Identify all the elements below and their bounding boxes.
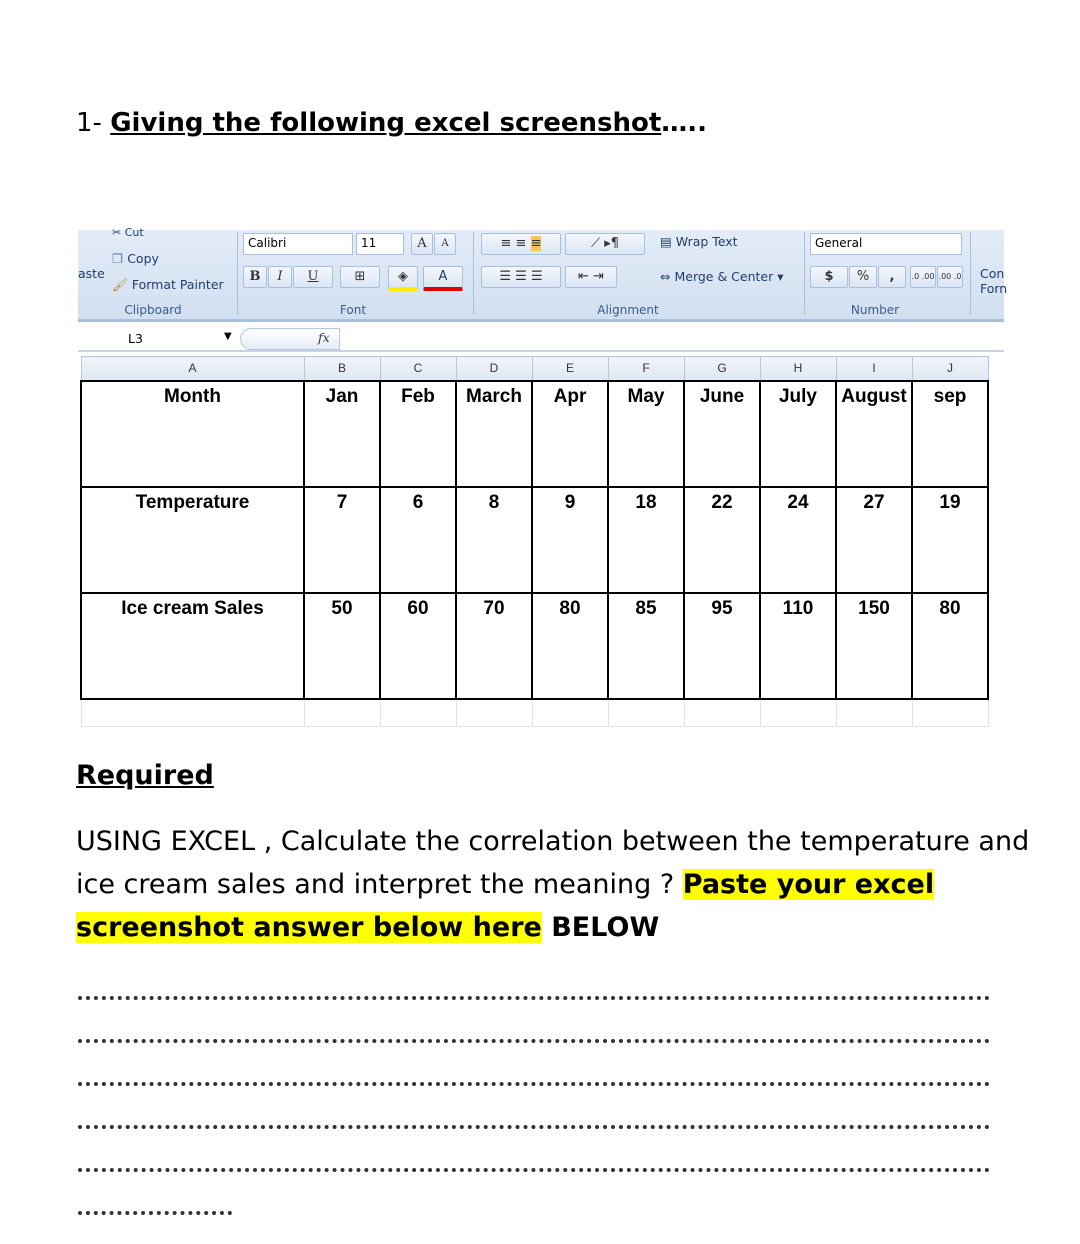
cell[interactable] — [760, 699, 836, 727]
answer-line — [78, 1125, 990, 1129]
answer-line — [78, 1211, 232, 1215]
cell[interactable] — [81, 699, 304, 727]
cell[interactable]: Apr — [532, 381, 608, 487]
column-header-i[interactable]: I — [836, 357, 912, 381]
cell[interactable]: 27 — [836, 487, 912, 593]
comma-button[interactable]: , — [878, 266, 906, 288]
conditional-formatting-button[interactable]: Con Forn — [980, 266, 1008, 296]
paste-button[interactable]: aste — [78, 266, 105, 281]
bold-button[interactable]: B — [243, 266, 267, 288]
indent-buttons[interactable]: ⇤ ⇥ — [565, 266, 617, 288]
cell[interactable]: Jan — [304, 381, 380, 487]
cell[interactable]: 8 — [456, 487, 532, 593]
column-header-c[interactable]: C — [380, 357, 456, 381]
clipboard-group-label: Clipboard — [124, 303, 182, 317]
wrap-text-button[interactable]: ▤ Wrap Text — [660, 234, 738, 249]
instruction-line-1: USING EXCEL , Calculate the correlation between the temperature and — [76, 826, 1030, 857]
cell[interactable]: 95 — [684, 593, 760, 699]
cell[interactable]: 80 — [912, 593, 988, 699]
cell[interactable]: May — [608, 381, 684, 487]
answer-line — [78, 996, 990, 1000]
answer-line — [78, 1039, 990, 1043]
cell[interactable]: August — [836, 381, 912, 487]
cell[interactable]: 9 — [532, 487, 608, 593]
font-name-select[interactable]: Calibri — [243, 233, 353, 255]
table-row-temperature — [81, 487, 988, 593]
paint-bucket-icon: ◈ — [398, 269, 408, 284]
merge-icon: ⇔ — [660, 269, 671, 284]
spreadsheet-grid — [80, 356, 989, 727]
cell[interactable]: 80 — [532, 593, 608, 699]
cell[interactable] — [456, 699, 532, 727]
fx-button[interactable]: fx — [318, 330, 330, 345]
horizontal-align-buttons[interactable]: ☰ ☰ ☰ — [481, 266, 561, 288]
cell[interactable]: 70 — [456, 593, 532, 699]
cell[interactable] — [380, 699, 456, 727]
column-header-a[interactable]: A — [81, 357, 304, 381]
required-heading: Required — [76, 760, 214, 791]
number-format-select[interactable]: General — [810, 233, 962, 255]
cell[interactable] — [608, 699, 684, 727]
column-header-g[interactable]: G — [684, 357, 760, 381]
cell[interactable]: March — [456, 381, 532, 487]
table-row-month — [81, 381, 988, 487]
italic-button[interactable]: I — [268, 266, 292, 288]
borders-icon: ⊞ — [354, 269, 366, 284]
alignment-group-label: Alignment — [597, 303, 659, 317]
vertical-align-buttons[interactable]: ≡ ≡ ≡ — [481, 233, 561, 255]
cell[interactable]: 19 — [912, 487, 988, 593]
column-header-h[interactable]: H — [760, 357, 836, 381]
cell[interactable]: July — [760, 381, 836, 487]
percent-button[interactable]: % — [849, 266, 877, 288]
name-box[interactable]: L3 — [128, 331, 143, 346]
cell[interactable]: Temperature — [81, 487, 304, 593]
column-header-b[interactable]: B — [304, 357, 380, 381]
table-row-empty — [81, 699, 988, 727]
decrease-decimal-button[interactable]: .00 .0 — [937, 266, 963, 288]
grow-font-button[interactable]: A — [411, 233, 433, 255]
copy-button[interactable]: ❐ Copy — [112, 251, 159, 266]
column-header-d[interactable]: D — [456, 357, 532, 381]
orientation-button[interactable]: ⟋ ▸¶ — [565, 233, 645, 255]
column-header-f[interactable]: F — [608, 357, 684, 381]
cell[interactable]: 7 — [304, 487, 380, 593]
copy-icon: ❐ — [112, 251, 124, 266]
font-group-label: Font — [339, 303, 367, 317]
font-size-select[interactable]: 11 — [356, 233, 404, 255]
cell[interactable]: 150 — [836, 593, 912, 699]
borders-button[interactable] — [340, 266, 380, 288]
underline-button[interactable]: U — [293, 266, 333, 288]
font-color-button[interactable]: A — [423, 266, 463, 291]
wrap-text-icon: ▤ — [660, 234, 672, 249]
cell[interactable] — [912, 699, 988, 727]
cell[interactable]: sep — [912, 381, 988, 487]
table-row-sales — [81, 593, 988, 699]
cell[interactable]: 6 — [380, 487, 456, 593]
name-box-dropdown-icon[interactable]: ▼ — [224, 331, 232, 342]
brush-icon: 🖌 — [112, 277, 128, 292]
cell[interactable]: 24 — [760, 487, 836, 593]
fill-color-button[interactable] — [388, 266, 418, 291]
column-header-j[interactable]: J — [912, 357, 988, 381]
currency-button[interactable]: $ — [810, 266, 848, 288]
column-header-e[interactable]: E — [532, 357, 608, 381]
cell[interactable]: 18 — [608, 487, 684, 593]
cell[interactable]: June — [684, 381, 760, 487]
answer-line — [78, 1082, 990, 1086]
cell[interactable]: Month — [81, 381, 304, 487]
cell[interactable]: Feb — [380, 381, 456, 487]
answer-line — [78, 1168, 990, 1172]
cell[interactable]: 85 — [608, 593, 684, 699]
number-group-label: Number — [850, 303, 900, 317]
merge-center-button[interactable]: ⇔ Merge & Center ▾ — [660, 269, 784, 284]
increase-decimal-button[interactable]: .0 .00 — [910, 266, 936, 288]
instruction-line-3: screenshot answer below here BELOW — [76, 912, 660, 943]
cell[interactable] — [532, 699, 608, 727]
cut-button[interactable]: ✂ Cut — [112, 226, 144, 239]
format-painter-button[interactable]: 🖌 Format Painter — [112, 277, 224, 292]
instruction-line-2: ice cream sales and interpret the meaning ? Paste your excel — [76, 869, 935, 900]
cell[interactable] — [304, 699, 380, 727]
excel-ribbon — [78, 226, 1008, 322]
cell[interactable] — [836, 699, 912, 727]
shrink-font-button[interactable]: A — [434, 233, 456, 255]
cell[interactable]: 22 — [684, 487, 760, 593]
cell[interactable]: 60 — [380, 593, 456, 699]
formula-bar — [78, 326, 1004, 352]
cell[interactable]: Ice cream Sales — [81, 593, 304, 699]
cell[interactable] — [684, 699, 760, 727]
question-heading: 1- Giving the following excel screenshot….. — [76, 108, 708, 138]
cell[interactable]: 50 — [304, 593, 380, 699]
cell[interactable]: 110 — [760, 593, 836, 699]
